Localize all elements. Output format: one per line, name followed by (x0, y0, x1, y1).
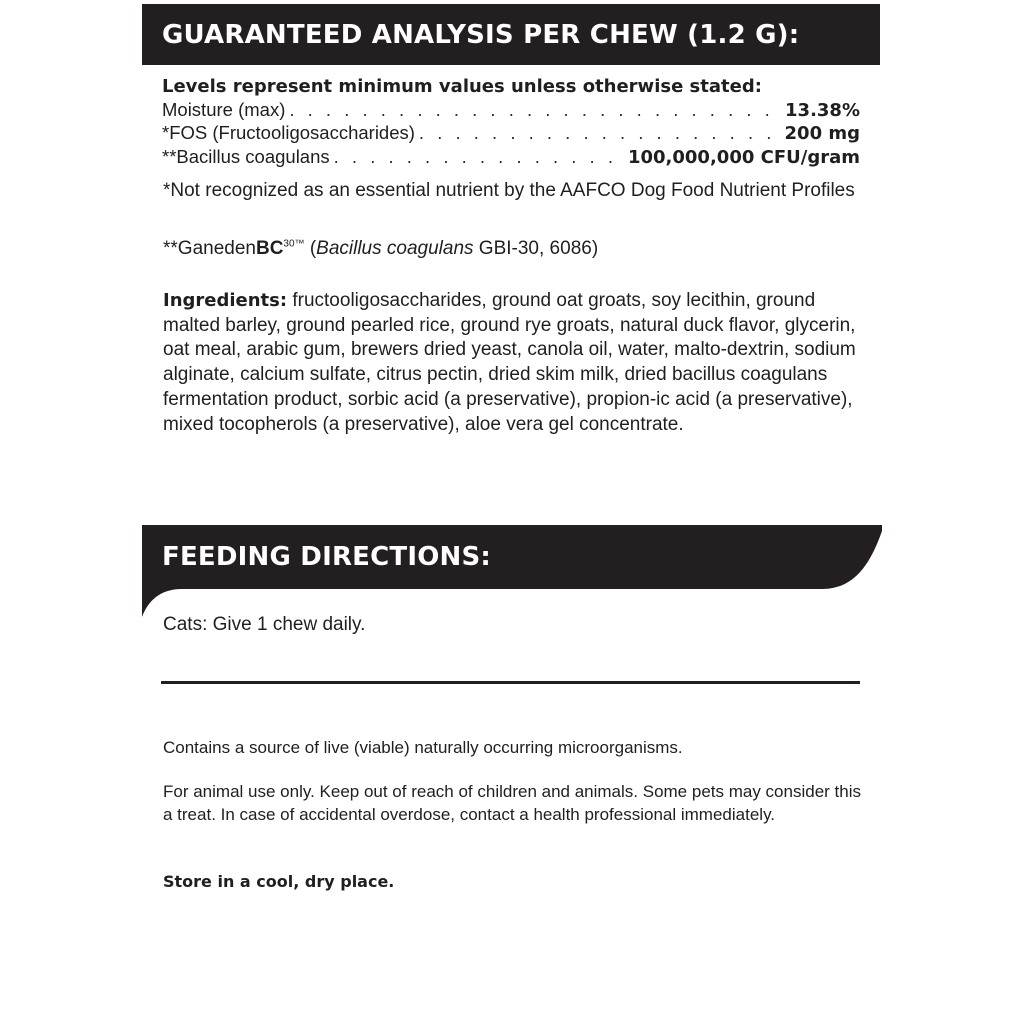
guaranteed-analysis-subtitle: Levels represent minimum values unless otherwise stated: (162, 76, 762, 97)
analysis-label: **Bacillus coagulans (162, 145, 330, 167)
guaranteed-analysis-title: GUARANTEED ANALYSIS PER CHEW (1.2 G): (162, 19, 800, 50)
live-microorganisms-note: Contains a source of live (viable) naturally occurring microorganisms. (163, 738, 683, 757)
analysis-row-fos (162, 122, 860, 146)
brand-name: BC (255, 238, 284, 259)
footnote-suffix: GBI-30, 6086) (473, 238, 599, 259)
feeding-directions-header (142, 525, 882, 589)
feeding-directions-text: Cats: Give 1 chew daily. (163, 614, 366, 635)
storage-instructions: Store in a cool, dry place. (163, 872, 395, 891)
guaranteed-analysis-table (162, 76, 860, 169)
animal-use-warning: For animal use only. Keep out of reach of children and animals. Some pets may consider this a treat. In case of accidental overdose, contact a health professional immediately. (163, 782, 861, 824)
dot-leader (419, 122, 779, 145)
analysis-row-bacillus (162, 146, 860, 170)
footnote-prefix: **Ganeden (163, 238, 256, 259)
dot-leader (289, 99, 779, 122)
guaranteed-analysis-header (142, 4, 880, 65)
analysis-value: 100,000,000 CFU/gram (627, 146, 860, 168)
feeding-directions-title: FEEDING DIRECTIONS: (162, 542, 492, 572)
analysis-row-moisture (162, 99, 860, 123)
species-name: Bacillus coagulans (316, 238, 474, 259)
footnote-aafco: *Not recognized as an essential nutrient by the AAFCO Dog Food Nutrient Profiles (163, 180, 855, 201)
brand-superscript: 30™ (283, 238, 305, 250)
analysis-value: 200 mg (784, 123, 860, 144)
analysis-label: *FOS (Fructooligosaccharides) (162, 122, 415, 143)
section-divider (161, 681, 860, 684)
analysis-value: 13.38% (785, 99, 860, 121)
footnote-ganeden: **GanedenBC$^{30™}$ (Bacillus coagulans GBI-30, 6086) (163, 238, 599, 259)
dot-leader (334, 146, 622, 169)
analysis-label: Moisture (max) (162, 98, 286, 120)
ingredients-text: fructooligosaccharides, ground oat groats, soy lecithin, ground malted barley, ground pearled rice, ground rye groats, natural duck flavor, glycerin, oat meal, arabic gum, brewers dried yeast, canola oil, water, malto-dextrin, sodium alginate, calcium sulfate, citrus pectin, dried skim milk, dried bacillus coagulans fermentation product, sorbic acid (a preservative), propion-ic acid (a preservative), mixed tocopherols (a preservative), aloe vera gel concentrate. (163, 290, 856, 435)
ingredients-paragraph (163, 289, 863, 437)
ingredients-label: Ingredients: (163, 290, 288, 311)
